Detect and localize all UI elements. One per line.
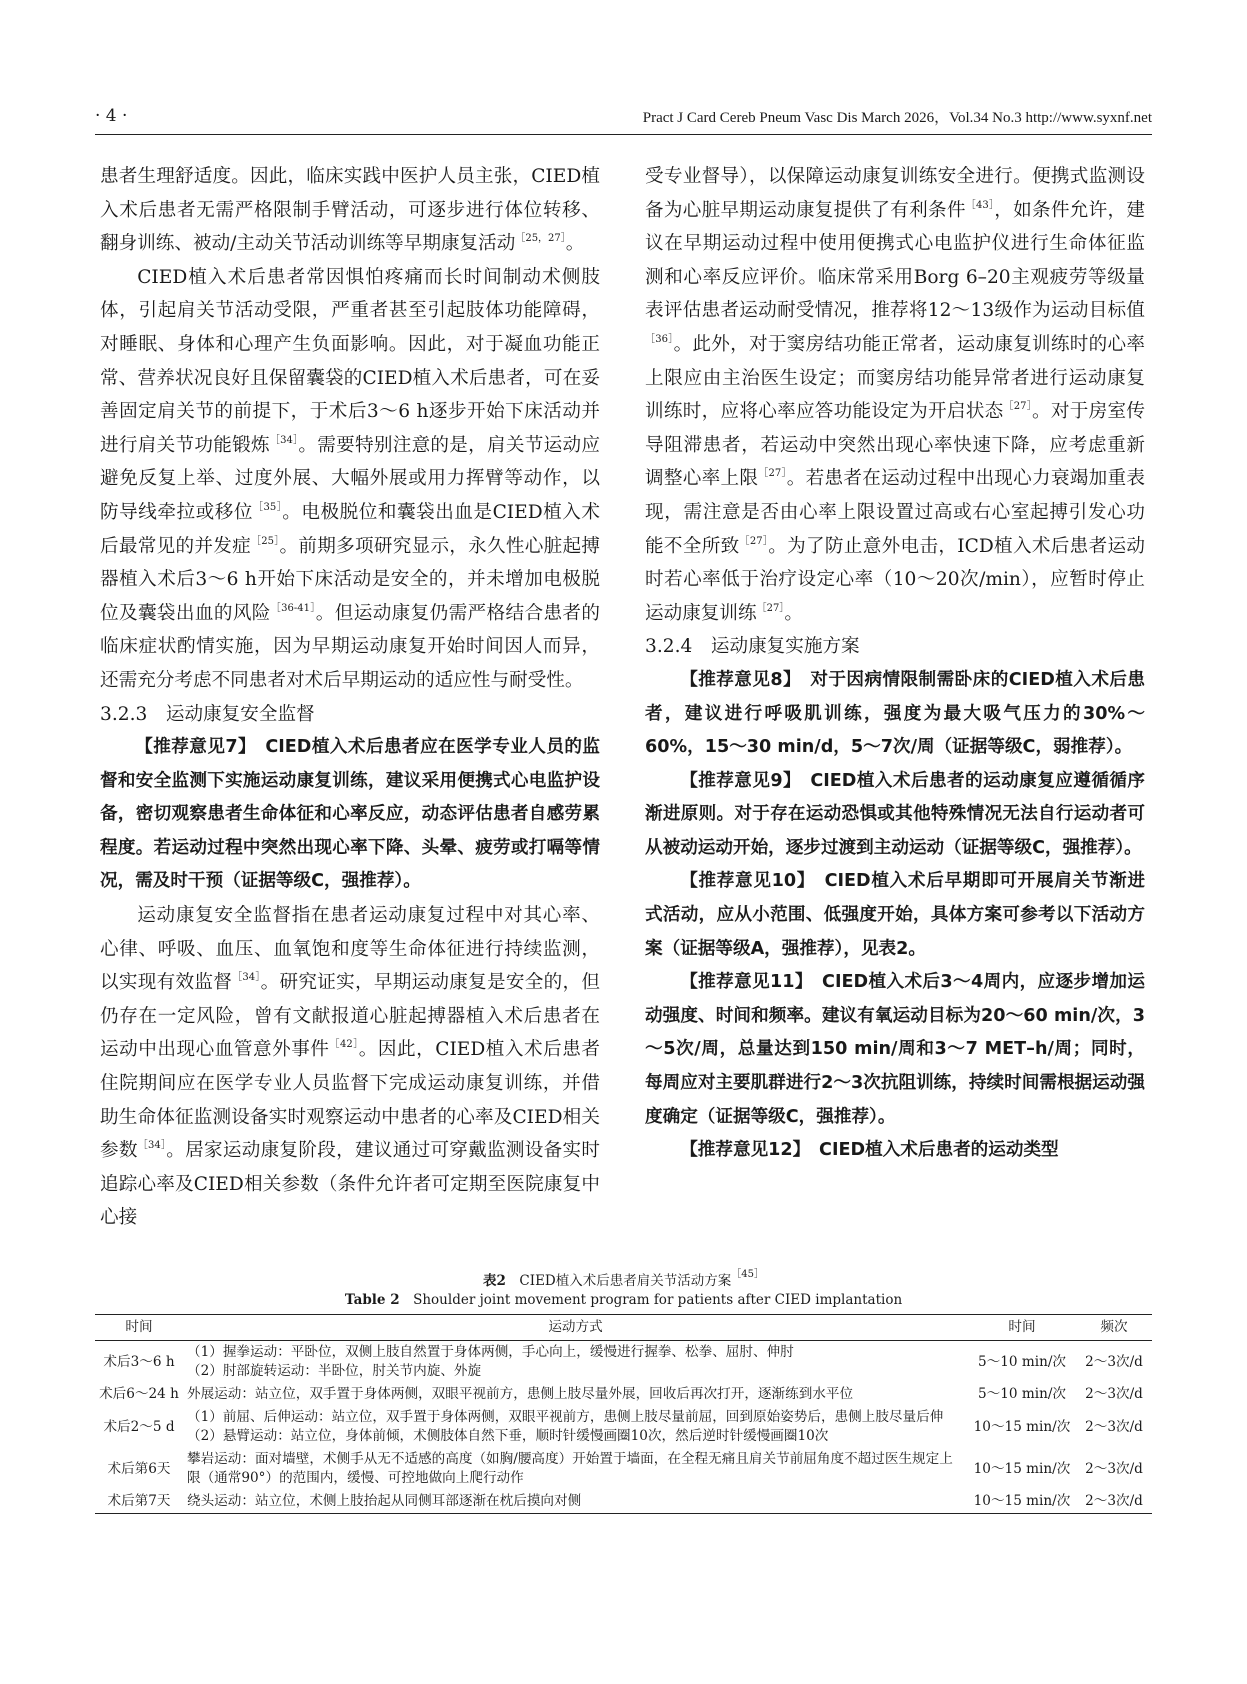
section-heading: 3.2.3 运动康复安全监督 bbox=[100, 703, 315, 725]
paragraph: 运动康复安全监督指在患者运动康复过程中对其心率、心律、呼吸、血压、血氧饱和度等生命体征进行持续监测，以实现有效监督$^{[34]}$。研究证实，早期运动康复是安全的，但仍存在一定风险，曾有文献报道心脏起搏器植入术后患者在运动中出现心血管意外事件$^{[42]}$。因此，CIED植入术后患者住院期间应在医学专业人员监督下完成运动康复训练，并借助生命体征监测设备实时观察运动中患者的心率及CIED相关参数$^{[34]}$。居家运动康复阶段，建议通过可穿戴监测设备实时追踪心率及CIED相关参数（条件允许者可定期至医院康复中心接 bbox=[100, 905, 600, 1229]
table-header-row bbox=[95, 1315, 1152, 1341]
citation: ［34］ bbox=[269, 434, 299, 446]
citation: ［43］ bbox=[965, 199, 995, 211]
citation: ［25，27］ bbox=[515, 233, 566, 245]
row-duration: 10～15 min/次 bbox=[968, 1490, 1076, 1514]
row-duration: 10～15 min/次 bbox=[973, 1460, 1071, 1477]
row-time: 术后3～6 h bbox=[103, 1353, 175, 1370]
table-caption-cn: 表2 CIED植入术后患者肩关节活动方案$^{[45]}$ bbox=[483, 1269, 764, 1289]
running-header bbox=[95, 104, 1152, 135]
row-time: 术后第7天 bbox=[95, 1490, 183, 1514]
citation: ［25］ bbox=[250, 535, 280, 547]
row-method: （1）握拳运动：平卧位，双侧上肢自然置于身体两侧，手心向上，缓慢进行握拳、松拳、屈肘、伸肘 （2）肘部旋转运动：半卧位，肘关节内旋、外旋 bbox=[187, 1344, 794, 1379]
row-method: （1）前屈、后伸运动：站立位，双手置于身体两侧，双眼平视前方，患侧上肢尽量前屈，回到原始姿势后，患侧上肢尽量后伸 （2）悬臂运动：站立位，身体前倾，术侧肢体自然下垂，顺时针缓慢画圈10次，然后逆时针缓慢画圈10次 bbox=[187, 1409, 944, 1444]
row-method: 攀岩运动：面对墙壁，术侧手从无不适感的高度（如胸/腰高度）开始置于墙面，在全程无痛且肩关节前屈角度不超过医生规定上限（通常90°）的范围内，缓慢、可控地做向上爬行动作 bbox=[187, 1451, 953, 1486]
row-duration: 10～15 min/次 bbox=[973, 1418, 1071, 1435]
column-header: 频次 bbox=[1076, 1315, 1152, 1341]
citation: ［27］ bbox=[739, 535, 769, 547]
row-frequency: 2～3次/d bbox=[1085, 1460, 1143, 1477]
recommendation-10: 【推荐意见10】 CIED植入术后早期即可开展肩关节渐进式活动，应从小范围、低强度开始，具体方案可参考以下活动方案（证据等级A，强推荐），见表2。 bbox=[645, 871, 1145, 959]
table-row bbox=[95, 1383, 1152, 1406]
table-caption-en: Table 2 Shoulder joint movement program for patients after CIED implantation bbox=[344, 1292, 903, 1308]
citation: ［34］ bbox=[137, 1140, 167, 1152]
row-time: 术后第6天 bbox=[107, 1460, 171, 1477]
row-frequency: 2～3次/d bbox=[1085, 1353, 1143, 1370]
row-method: 绕头运动：站立位，术侧上肢抬起从同侧耳部逐渐在枕后摸向对侧 bbox=[183, 1490, 968, 1514]
row-method: 外展运动：站立位，双手置于身体两侧，双眼平视前方，患侧上肢尽量外展，回收后再次打开，逐渐练到水平位 bbox=[187, 1386, 854, 1402]
paragraph: CIED植入术后患者常因惧怕疼痛而长时间制动术侧肢体，引起肩关节活动受限，严重者甚至引起肢体功能障碍，对睡眠、身体和心理产生负面影响。因此，对于凝血功能正常、营养状况良好且保留囊袋的CIED植入术后患者，可在妥善固定肩关节的前提下，于术后3～6 h逐步开始下床活动并进行肩关节功能锻炼$^{[34]}$。需要特别注意的是，肩关节运动应避免反复上举、过度外展、大幅外展或用力挥臂等动作，以防导线牵拉或移位$^{[35]}$。电极脱位和囊袋出血是CIED植入术后最常见的并发症$^{[25]}$。前期多项研究显示，永久性心脏起搏器植入术后3～6 h开始下床活动是安全的，并未增加电极脱位及囊袋出血的风险$^{[36-41]}$。但运动康复仍需严格结合患者的临床症状酌情实施，因为早期运动康复开始时间因人而异，还需充分考虑不同患者对术后早期运动的适应性与耐受性。 bbox=[100, 266, 600, 691]
table-row bbox=[95, 1341, 1152, 1384]
table-row bbox=[95, 1490, 1152, 1514]
row-frequency: 2～3次/d bbox=[1085, 1418, 1143, 1435]
paragraph: 患者生理舒适度。因此，临床实践中医护人员主张，CIED植入术后患者无需严格限制手臂活动，可逐步进行体位转移、翻身训练、被动/主动关节活动训练等早期康复活动$^{[25,27]}$。 bbox=[100, 166, 600, 255]
right-column bbox=[645, 160, 1145, 1168]
shoulder-program-table bbox=[95, 1314, 1152, 1514]
citation: ［45］ bbox=[731, 1269, 764, 1280]
row-frequency: 2～3次/d bbox=[1085, 1386, 1143, 1402]
citation: ［27］ bbox=[758, 468, 787, 480]
table-row bbox=[95, 1406, 1152, 1448]
row-time: 术后2～5 d bbox=[103, 1418, 175, 1435]
recommendation-8: 【推荐意见8】 对于因病情限制需卧床的CIED植入术后患者，建议进行呼吸肌训练，强度为最大吸气压力的30%～60%，15～30 min/d，5～7次/周（证据等级C，弱推荐）。 bbox=[645, 669, 1145, 758]
row-frequency: 2～3次/d bbox=[1076, 1490, 1152, 1514]
journal-citation: Pract J Card Cereb Pneum Vasc Dis March 2026，Vol.34 No.3 http://www.syxnf.net bbox=[642, 110, 1152, 126]
table-caption bbox=[95, 1269, 1152, 1310]
page-number: · 4 · bbox=[95, 106, 128, 126]
citation: ［27］ bbox=[1003, 401, 1033, 413]
citation: ［34］ bbox=[232, 972, 261, 984]
left-column bbox=[100, 160, 600, 1235]
citation: ［36］ bbox=[645, 333, 674, 345]
recommendation-7: 【推荐意见7】 CIED植入术后患者应在医学专业人员的监督和安全监测下实施运动康复训练，建议采用便携式心电监护设备，密切观察患者生命体征和心率反应，动态评估患者自感劳累程度。若运动过程中突然出现心率下降、头晕、疲劳或打嗝等情况，需及时干预（证据等级C，强推荐）。 bbox=[100, 737, 600, 892]
paragraph: 受专业督导），以保障运动康复训练安全进行。便携式监测设备为心脏早期运动康复提供了有利条件$^{[43]}$，如条件允许，建议在早期运动过程中使用便携式心电监护仪进行生命体征监测和心率反应评价。临床常采用Borg 6–20主观疲劳等级量表评估患者运动耐受情况，推荐将12～13级作为运动目标值$^{[36]}$。此外，对于窦房结功能正常者，运动康复训练时的心率上限应由主治医生设定；而窦房结功能异常者进行运动康复训练时，应将心率应答功能设定为开启状态$^{[27]}$。对于房室传导阻滞患者，若运动中突然出现心率快速下降，应考虑重新调整心率上限$^{[27]}$。若患者在运动过程中出现心力衰竭加重表现，需注意是否由心率上限设置过高或右心室起搏引发心功能不全所致$^{[27]}$。为了防止意外电击，ICD植入术后患者运动时若心率低于治疗设定心率（10～20次/min），应暂时停止运动康复训练$^{[27]}$。 bbox=[645, 166, 1145, 624]
citation: ［35］ bbox=[252, 501, 283, 513]
column-header: 时间 bbox=[968, 1315, 1076, 1341]
column-header: 运动方式 bbox=[183, 1315, 968, 1341]
recommendation-12: 【推荐意见12】 CIED植入术后患者的运动类型 bbox=[680, 1140, 1059, 1161]
table-row bbox=[95, 1448, 1152, 1490]
citation: ［36-41］ bbox=[270, 602, 316, 614]
row-duration: 5～10 min/次 bbox=[977, 1386, 1067, 1402]
section-heading: 3.2.4 运动康复实施方案 bbox=[645, 636, 860, 658]
recommendation-9: 【推荐意见9】 CIED植入术后患者的运动康复应遵循循序渐进原则。对于存在运动恐惧或其他特殊情况无法自行运动者可从被动运动开始，逐步过渡到主动运动（证据等级C，强推荐）。 bbox=[645, 770, 1145, 858]
column-header: 时间 bbox=[95, 1315, 183, 1341]
recommendation-11: 【推荐意见11】 CIED植入术后3～4周内，应逐步增加运动强度、时间和频率。建议有氧运动目标为20～60 min/次，3～5次/周，总量达到150 min/周和3～7 MET–h/周；同时，每周应对主要肌群进行2～3次抗阻训练，持续时间需根据运动强度确定（证据等级C，强推荐）。 bbox=[645, 972, 1145, 1127]
citation: ［27］ bbox=[756, 602, 785, 614]
row-duration: 5～10 min/次 bbox=[977, 1353, 1067, 1370]
citation: ［42］ bbox=[329, 1039, 359, 1051]
row-time: 术后6～24 h bbox=[99, 1386, 179, 1402]
